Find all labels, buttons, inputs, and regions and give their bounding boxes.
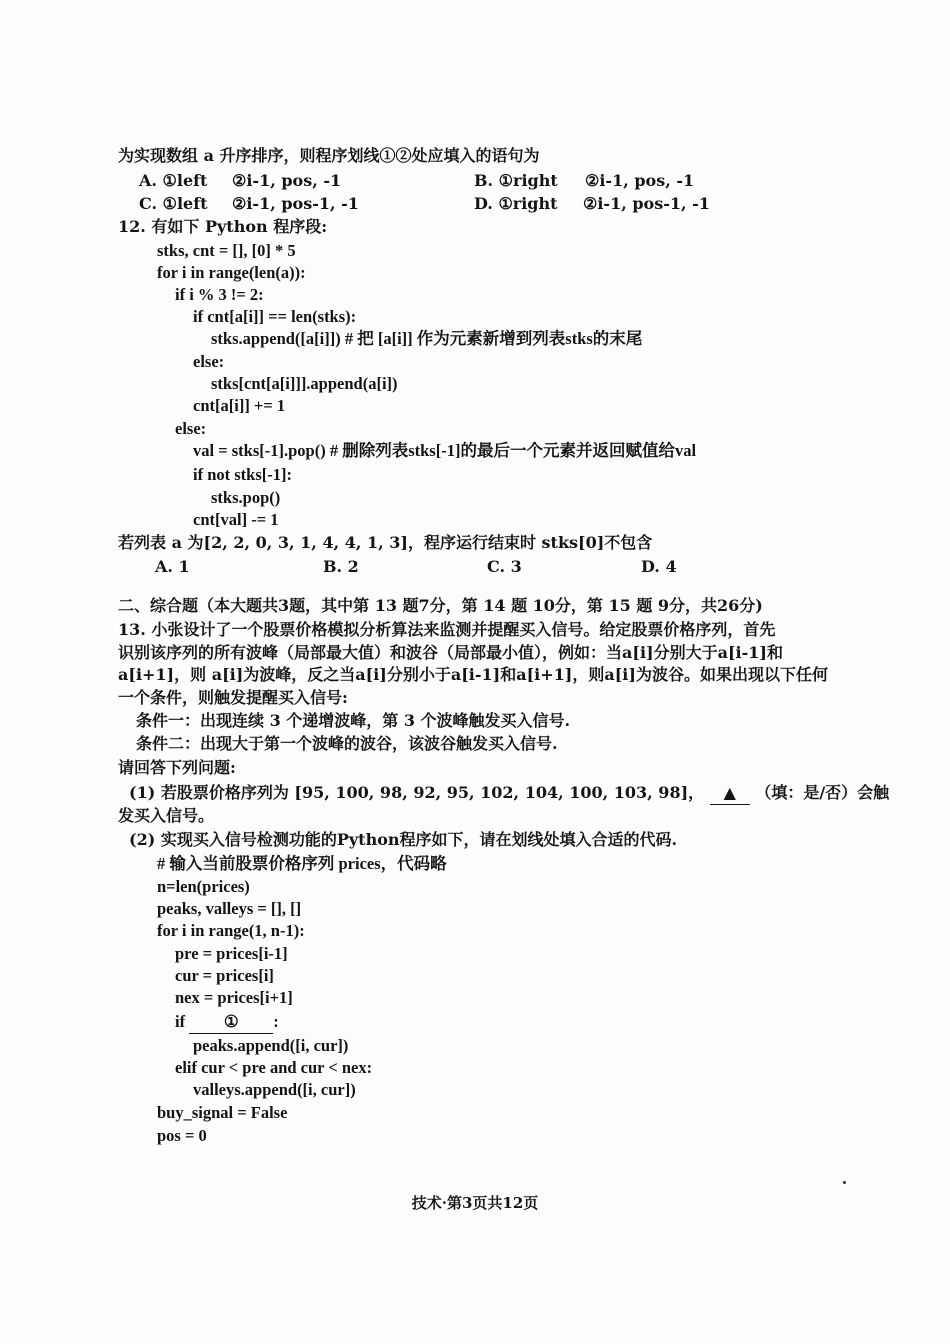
q13-part2: (2) 实现买入信号检测功能的Python程序如下，请在划线处填入合适的代码. <box>129 830 678 849</box>
q13-code-line-11: valleys.append([i, cur]) <box>193 1080 356 1099</box>
q12-code-line-2: for i in range(len(a)): <box>157 263 306 282</box>
q13-code-line-7: nex = prices[i+1] <box>175 988 293 1007</box>
q13-intro-line-1: 13. 小张设计了一个股票价格模拟分析算法来监测并提醒买入信号。给定股票价格序列，首先 <box>118 620 776 639</box>
answer-blank-part1[interactable]: ▲ <box>710 782 750 805</box>
q13-code-line-10: elif cur < pre and cur < nex: <box>175 1058 373 1077</box>
section2-heading: 二、综合题（本大题共3题，其中第 13 题7分，第 14 题 10分，第 15 题 9分，共26分) <box>118 596 763 615</box>
q12-code-line-11: if not stks[-1]: <box>193 465 292 484</box>
scan-speck <box>843 1181 846 1184</box>
q12-code-line-3: if i % 3 != 2: <box>175 285 264 304</box>
q12-option-a: A. 1 <box>155 557 190 576</box>
q13-code-line-4: for i in range(1, n-1): <box>157 921 305 940</box>
q13-code-line-13: pos = 0 <box>157 1126 207 1145</box>
q12-option-d: D. 4 <box>641 557 677 576</box>
q12-option-b: B. 2 <box>323 557 359 576</box>
q12-code-line-13: cnt[val] -= 1 <box>193 510 279 529</box>
q12-code-line-7: stks[cnt[a[i]]].append(a[i]) <box>211 374 398 393</box>
q12-question: 若列表 a 为[2, 2, 0, 3, 1, 4, 4, 1, 3]，程序运行结束时 stks[0]不包含 <box>118 533 653 552</box>
q12-code-line-5: stks.append([a[i]]) # 把 [a[i]] 作为元素新增到列表stks的末尾 <box>211 329 643 348</box>
q13-prompt: 请回答下列问题: <box>118 758 236 777</box>
q11-option-c-label: C. ①left <box>139 194 208 213</box>
q13-part1-continuation: 发买入信号。 <box>118 806 215 825</box>
q12-option-c: C. 3 <box>487 557 522 576</box>
q13-intro-line-4: 一个条件，则触发提醒买入信号: <box>118 688 348 707</box>
q12-code-line-1: stks, cnt = [], [0] * 5 <box>157 241 296 260</box>
q11-option-b-label: B. ①right <box>474 171 558 190</box>
q13-condition-2: 条件二：出现大于第一个波峰的波谷，该波谷触发买入信号. <box>136 734 558 753</box>
q11-option-a-second: ②i-1, pos, -1 <box>232 171 342 190</box>
page-footer: 技术·第3页共12页 <box>411 1194 539 1212</box>
q13-code-line-12: buy_signal = False <box>157 1103 288 1122</box>
q11-option-c-second: ②i-1, pos-1, -1 <box>232 194 359 213</box>
q12-code-line-4: if cnt[a[i]] == len(stks): <box>193 307 357 326</box>
q11-stem: 为实现数组 a 升序排序，则程序划线①②处应填入的语句为 <box>118 146 540 165</box>
q11-option-b-second: ②i-1, pos, -1 <box>585 171 695 190</box>
q13-code-line-1: # 输入当前股票价格序列 prices，代码略 <box>157 854 447 873</box>
q12-code-line-10: val = stks[-1].pop() # 删除列表stks[-1]的最后一个元素并返回赋值给val <box>193 441 697 460</box>
q12-code-line-8: cnt[a[i]] += 1 <box>193 396 286 415</box>
q12-title: 12. 有如下 Python 程序段: <box>118 217 328 236</box>
q13-part1-text-a: (1) 若股票价格序列为 [95, 100, 98, 92, 95, 102, 104, 100, 103, 98]， <box>129 783 705 802</box>
q13-code-line-8 <box>175 1011 279 1034</box>
answer-blank-1[interactable]: ① <box>189 1011 273 1034</box>
q13-code-line-2: n=len(prices) <box>157 877 250 896</box>
q13-part1 <box>129 782 889 805</box>
q11-option-a-label: A. ①left <box>139 171 208 190</box>
q13-intro-line-2: 识别该序列的所有波峰（局部最大值）和波谷（局部最小值），例如：当a[i]分别大于a[i-1]和 <box>118 643 783 662</box>
q13-code-if-keyword: if <box>175 1012 186 1031</box>
q13-code-line-5: pre = prices[i-1] <box>175 944 288 963</box>
q11-option-d-label: D. ①right <box>474 194 558 213</box>
q13-code-line-6: cur = prices[i] <box>175 966 274 985</box>
q13-intro-line-3: a[i+1]，则 a[i]为波峰，反之当a[i]分别小于a[i-1]和a[i+1]，则a[i]为波谷。如果出现以下任何 <box>118 665 828 684</box>
q13-code-line-9: peaks.append([i, cur]) <box>193 1036 349 1055</box>
q13-part1-text-b: （填：是/否）会触 <box>755 783 890 802</box>
q12-code-line-6: else: <box>193 352 225 371</box>
q12-code-line-12: stks.pop() <box>211 488 281 507</box>
q12-code-line-9: else: <box>175 419 207 438</box>
q11-option-d-second: ②i-1, pos-1, -1 <box>583 194 710 213</box>
q13-code-line-3: peaks, valleys = [], [] <box>157 899 302 918</box>
q13-code-colon: : <box>273 1012 279 1031</box>
q13-condition-1: 条件一：出现连续 3 个递增波峰，第 3 个波峰触发买入信号. <box>136 711 571 730</box>
